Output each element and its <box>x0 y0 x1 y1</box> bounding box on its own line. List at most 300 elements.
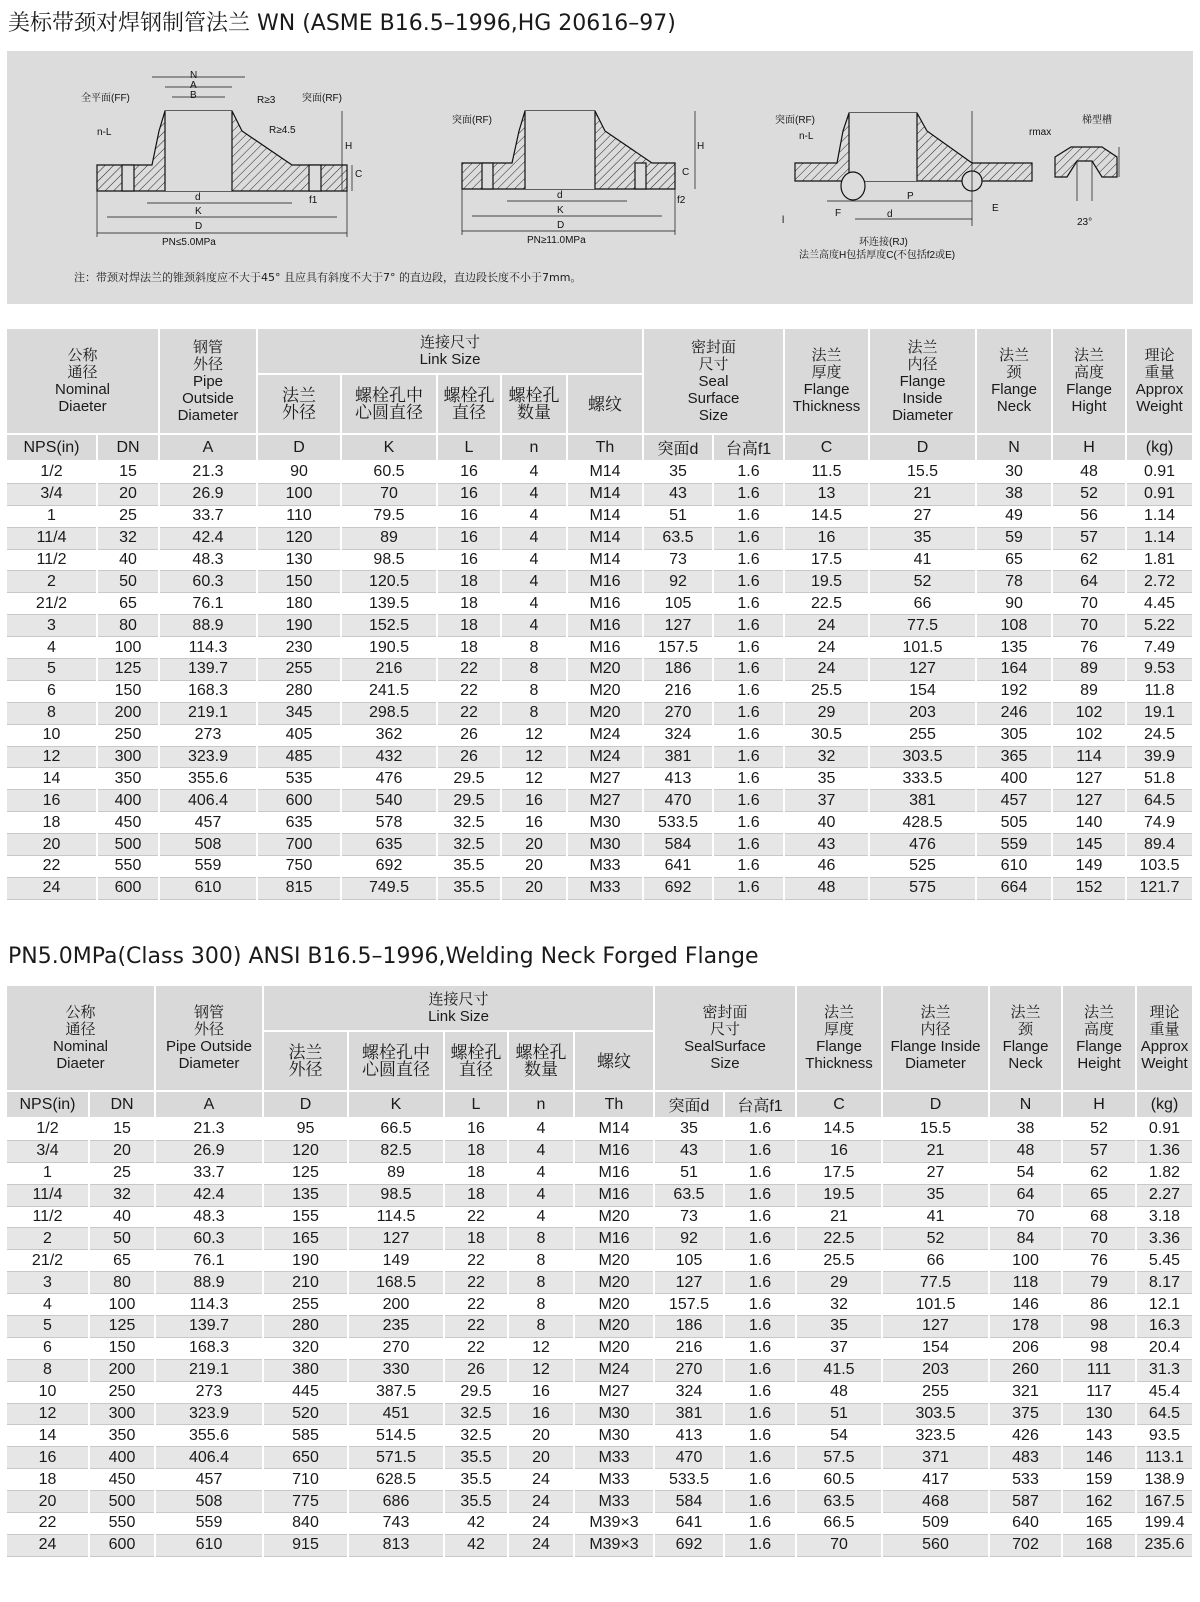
table-cell: 98 <box>1062 1316 1136 1338</box>
table-cell: 130 <box>257 549 341 571</box>
flange-cross-section-diagram <box>7 51 1193 304</box>
table-cell: 190.5 <box>341 637 437 659</box>
table-cell: 70 <box>1062 1228 1136 1250</box>
table-cell: M39×3 <box>574 1534 654 1556</box>
table-cell: 16 <box>7 1447 89 1469</box>
table-cell: 22 <box>437 659 501 681</box>
table-cell: 300 <box>97 746 159 768</box>
table-cell: 2.72 <box>1126 571 1193 593</box>
th-l: 螺栓孔 直径 <box>437 374 501 434</box>
table-cell: 559 <box>159 856 257 878</box>
table-cell: 20 <box>508 1447 574 1469</box>
table-cell: M27 <box>574 1381 654 1403</box>
rmax-label: rmax <box>1029 127 1052 138</box>
table-cell: 505 <box>976 812 1052 834</box>
table-cell: 1.6 <box>724 1250 796 1272</box>
page-title: 美标带颈对焊钢制管法兰 WN (ASME B16.5–1996,HG 20616–97) <box>8 11 676 36</box>
th-weight: 理论 重量 Approx Weight <box>1136 986 1193 1091</box>
table-cell: 22 <box>444 1316 508 1338</box>
table-cell: 1.6 <box>724 1228 796 1250</box>
table-cell: 355.6 <box>155 1425 263 1447</box>
th-height: 法兰 高度 Flange Height <box>1062 986 1136 1091</box>
table-cell: 18 <box>7 812 97 834</box>
table-cell: 64.5 <box>1126 790 1193 812</box>
table-row <box>7 790 1193 812</box>
table-cell: 29.5 <box>437 768 501 790</box>
table-row <box>7 1381 1193 1403</box>
table-cell: 21/2 <box>7 1250 89 1272</box>
table-cell: M20 <box>574 1316 654 1338</box>
table-cell: 65 <box>97 593 159 615</box>
angle-label: 23° <box>1077 217 1093 228</box>
table-cell: 16 <box>437 483 501 505</box>
table-row <box>7 1250 1193 1272</box>
table-cell: 157.5 <box>654 1294 724 1316</box>
table-cell: 450 <box>89 1469 155 1491</box>
table-cell: 59 <box>976 527 1052 549</box>
table-cell: M27 <box>567 790 643 812</box>
table-cell: M33 <box>567 856 643 878</box>
table-cell: 32 <box>796 1294 882 1316</box>
table-row <box>7 1491 1193 1513</box>
table-cell: 355.6 <box>159 768 257 790</box>
table-cell: 51 <box>796 1403 882 1425</box>
table-cell: 57 <box>1062 1140 1136 1162</box>
table-cell: 323.9 <box>159 746 257 768</box>
table-cell: 650 <box>263 1447 348 1469</box>
table-cell: 48 <box>784 877 869 899</box>
table-cell: 451 <box>348 1403 444 1425</box>
unit-cell: 台高f1 <box>724 1091 796 1118</box>
table-cell: 178 <box>989 1316 1062 1338</box>
table-cell: 19.1 <box>1126 702 1193 724</box>
table-cell: M20 <box>574 1206 654 1228</box>
table-row <box>7 1359 1193 1381</box>
table-cell: M39×3 <box>574 1513 654 1535</box>
table-cell: M30 <box>567 812 643 834</box>
table-cell: 190 <box>263 1250 348 1272</box>
d-outer-label-2: D <box>557 220 565 231</box>
table-cell: M30 <box>574 1403 654 1425</box>
table-cell: M16 <box>574 1184 654 1206</box>
table-cell: 3.36 <box>1136 1228 1193 1250</box>
table-row <box>7 637 1193 659</box>
table-cell: 92 <box>654 1228 724 1250</box>
table-cell: 60.3 <box>155 1228 263 1250</box>
table-cell: M14 <box>567 483 643 505</box>
table-cell: 70 <box>1052 615 1126 637</box>
table-cell: 98.5 <box>348 1184 444 1206</box>
table-cell: 35.5 <box>444 1469 508 1491</box>
table-cell: 29 <box>796 1272 882 1294</box>
table-cell: 114 <box>1052 746 1126 768</box>
table-cell: 280 <box>263 1316 348 1338</box>
table-cell: 483 <box>989 1447 1062 1469</box>
table-cell: 105 <box>643 593 713 615</box>
table-row <box>7 1447 1193 1469</box>
table-cell: 915 <box>263 1534 348 1556</box>
table-cell: 19.5 <box>784 571 869 593</box>
table-cell: 100 <box>97 637 159 659</box>
table-cell: 65 <box>89 1250 155 1272</box>
table-cell: 14.5 <box>784 505 869 527</box>
d-label-1: d <box>195 192 201 203</box>
ff-label: 全平面(FF) <box>81 93 130 104</box>
table-cell: 1.6 <box>724 1469 796 1491</box>
table-cell: 406.4 <box>159 790 257 812</box>
table-cell: 80 <box>97 615 159 637</box>
table-cell: 200 <box>97 702 159 724</box>
table-cell: 46 <box>784 856 869 878</box>
table-cell: 20 <box>89 1140 155 1162</box>
table-cell: 1.6 <box>724 1140 796 1162</box>
table-cell: 37 <box>796 1337 882 1359</box>
table-cell: 25 <box>89 1162 155 1184</box>
table-cell: 54 <box>796 1425 882 1447</box>
table-row <box>7 505 1193 527</box>
table-cell: 60.5 <box>341 461 437 483</box>
table-cell: 105 <box>654 1250 724 1272</box>
table-cell: 16.3 <box>1136 1316 1193 1338</box>
rf-label-3: 突面(RF) <box>775 115 815 126</box>
table-cell: 303.5 <box>882 1403 989 1425</box>
table-cell: 16 <box>784 527 869 549</box>
pn-label-1: PN≤5.0MPa <box>162 237 216 248</box>
table-cell: 24 <box>7 877 97 899</box>
table-cell: 584 <box>643 834 713 856</box>
table-cell: 20 <box>501 856 567 878</box>
table-cell: 168.3 <box>159 680 257 702</box>
table-cell: 35 <box>869 527 976 549</box>
table-cell: 413 <box>643 768 713 790</box>
unit-cell: DN <box>97 434 159 461</box>
table-cell: 10 <box>7 1381 89 1403</box>
table-cell: 162 <box>1062 1491 1136 1513</box>
table-cell: 4 <box>508 1118 574 1140</box>
table-cell: 1.6 <box>713 593 784 615</box>
table-cell: 470 <box>643 790 713 812</box>
table-cell: 135 <box>263 1184 348 1206</box>
table-cell: 35 <box>654 1118 724 1140</box>
table-cell: 0.91 <box>1136 1118 1193 1140</box>
table-cell: 24 <box>508 1491 574 1513</box>
table-cell: 387.5 <box>348 1381 444 1403</box>
flange-diagram-2 <box>462 111 695 235</box>
table-cell: 640 <box>989 1513 1062 1535</box>
table-cell: 86 <box>1062 1294 1136 1316</box>
nl-label-1: n-L <box>97 127 112 138</box>
table-row <box>7 877 1193 899</box>
f1-label: f1 <box>309 195 318 206</box>
table-cell: 63.5 <box>643 527 713 549</box>
table-cell: 428.5 <box>869 812 976 834</box>
table-cell: M16 <box>574 1140 654 1162</box>
table-cell: 610 <box>155 1534 263 1556</box>
table-cell: 641 <box>643 856 713 878</box>
table-cell: 12 <box>501 724 567 746</box>
table-cell: 0.91 <box>1126 483 1193 505</box>
table-cell: 38 <box>989 1118 1062 1140</box>
table-cell: 1 <box>7 1162 89 1184</box>
table-cell: M14 <box>567 549 643 571</box>
c-label-2: C <box>682 167 690 178</box>
table-cell: 89.4 <box>1126 834 1193 856</box>
table-cell: 635 <box>341 834 437 856</box>
table-cell: 125 <box>97 659 159 681</box>
table-cell: 4 <box>501 615 567 637</box>
table-cell: 1.6 <box>713 724 784 746</box>
table-cell: 270 <box>643 702 713 724</box>
table-cell: 525 <box>869 856 976 878</box>
table-cell: 5 <box>7 659 97 681</box>
table-cell: 73 <box>643 549 713 571</box>
table-row <box>7 856 1193 878</box>
table-cell: 8 <box>508 1272 574 1294</box>
l-label: l <box>782 215 785 226</box>
table-row <box>7 812 1193 834</box>
table-cell: 17.5 <box>784 549 869 571</box>
table-cell: 210 <box>263 1272 348 1294</box>
unit-cell: D <box>263 1091 348 1118</box>
table-cell: 48.3 <box>159 549 257 571</box>
table-cell: 4 <box>501 527 567 549</box>
table-cell: 362 <box>341 724 437 746</box>
table-cell: 80 <box>89 1272 155 1294</box>
table-cell: 200 <box>348 1294 444 1316</box>
table-cell: 199.4 <box>1136 1513 1193 1535</box>
table-cell: 320 <box>263 1337 348 1359</box>
unit-cell: K <box>348 1091 444 1118</box>
table-cell: 571.5 <box>348 1447 444 1469</box>
flange-drawing <box>7 51 1193 304</box>
table-cell: 1.6 <box>724 1359 796 1381</box>
table-cell: 190 <box>257 615 341 637</box>
table-cell: 11.8 <box>1126 680 1193 702</box>
table-cell: 417 <box>882 1469 989 1491</box>
table-cell: 15.5 <box>882 1118 989 1140</box>
table-cell: M33 <box>567 877 643 899</box>
table-row <box>7 615 1193 637</box>
table-cell: 533 <box>989 1469 1062 1491</box>
table-cell: 200 <box>89 1359 155 1381</box>
table-cell: 1.6 <box>724 1162 796 1184</box>
data-rows-2 <box>7 1118 1193 1556</box>
table-cell: M33 <box>574 1469 654 1491</box>
d-label-2: d <box>557 190 563 201</box>
table-cell: 13 <box>784 483 869 505</box>
table-row <box>7 724 1193 746</box>
unit-cell: C <box>796 1091 882 1118</box>
th-inside: 法兰 内径 Flange Inside Diameter <box>882 986 989 1091</box>
table-cell: 76 <box>1062 1250 1136 1272</box>
table-cell: M20 <box>567 680 643 702</box>
table-cell: 31.3 <box>1136 1359 1193 1381</box>
table-cell: 98 <box>1062 1337 1136 1359</box>
table-cell: 219.1 <box>155 1359 263 1381</box>
table-cell: 20.4 <box>1136 1337 1193 1359</box>
table-cell: 230 <box>257 637 341 659</box>
table-cell: 500 <box>89 1491 155 1513</box>
table-cell: 32.5 <box>444 1425 508 1447</box>
table-cell: 63.5 <box>654 1184 724 1206</box>
table-cell: 11/2 <box>7 1206 89 1228</box>
table-cell: 273 <box>159 724 257 746</box>
table-cell: 1 <box>7 505 97 527</box>
table-cell: 533.5 <box>654 1469 724 1491</box>
pn-label-2: PN≥11.0MPa <box>527 235 586 246</box>
table-cell: 16 <box>501 790 567 812</box>
table-row <box>7 1140 1193 1162</box>
table-cell: 692 <box>341 856 437 878</box>
table-cell: M30 <box>567 834 643 856</box>
table-cell: 270 <box>348 1337 444 1359</box>
table-row <box>7 549 1193 571</box>
table-cell: 120 <box>263 1140 348 1162</box>
table-cell: 76 <box>1052 637 1126 659</box>
table-cell: M20 <box>574 1272 654 1294</box>
table-cell: 9.53 <box>1126 659 1193 681</box>
table-cell: 186 <box>654 1316 724 1338</box>
table-row <box>7 1294 1193 1316</box>
table-cell: M33 <box>574 1447 654 1469</box>
table-cell: 203 <box>882 1359 989 1381</box>
table-cell: M16 <box>567 593 643 615</box>
table-cell: 102 <box>1052 724 1126 746</box>
table-cell: 8 <box>7 702 97 724</box>
table-cell: 16 <box>508 1381 574 1403</box>
table-cell: 1.6 <box>713 549 784 571</box>
table-cell: 815 <box>257 877 341 899</box>
table-cell: 98.5 <box>341 549 437 571</box>
th-pipe: 钢管 外径 Pipe Outside Diameter <box>159 329 257 434</box>
groove-label: 梯型槽 <box>1082 115 1112 126</box>
table-cell: 18 <box>444 1162 508 1184</box>
table-cell: 43 <box>784 834 869 856</box>
table-cell: 100 <box>257 483 341 505</box>
table-row <box>7 702 1193 724</box>
table-cell: 380 <box>263 1359 348 1381</box>
table-cell: 1.6 <box>724 1425 796 1447</box>
table-cell: 152.5 <box>341 615 437 637</box>
table-cell: 121.7 <box>1126 877 1193 899</box>
table-row <box>7 593 1193 615</box>
table-cell: 66.5 <box>348 1118 444 1140</box>
table-cell: 22 <box>444 1294 508 1316</box>
f2-label: f2 <box>677 195 686 206</box>
table-cell: 113.1 <box>1136 1447 1193 1469</box>
k-label-1: K <box>195 206 202 217</box>
table-cell: 1.6 <box>724 1206 796 1228</box>
table-cell: 303.5 <box>869 746 976 768</box>
table-cell: 146 <box>989 1294 1062 1316</box>
table-cell: 38 <box>976 483 1052 505</box>
table-cell: 323.9 <box>155 1403 263 1425</box>
table-cell: 8 <box>501 659 567 681</box>
unit-cell: K <box>341 434 437 461</box>
unit-cell: H <box>1052 434 1126 461</box>
table-cell: 216 <box>643 680 713 702</box>
table-cell: 255 <box>257 659 341 681</box>
table-cell: 32.5 <box>444 1403 508 1425</box>
e-label: E <box>992 203 999 214</box>
table-cell: 57.5 <box>796 1447 882 1469</box>
a-label: A <box>190 80 197 91</box>
table-cell: 24 <box>508 1469 574 1491</box>
table-cell: M24 <box>574 1359 654 1381</box>
table-cell: 11/4 <box>7 1184 89 1206</box>
table-cell: 100 <box>989 1250 1062 1272</box>
r45-label: R≥4.5 <box>269 125 296 136</box>
th-thread: 螺纹 <box>574 1031 654 1091</box>
table-cell: 1.6 <box>713 877 784 899</box>
table-cell: 1.6 <box>724 1534 796 1556</box>
table-cell: 610 <box>159 877 257 899</box>
table-cell: 1.6 <box>713 637 784 659</box>
table-cell: 533.5 <box>643 812 713 834</box>
table-cell: 22.5 <box>796 1228 882 1250</box>
table-cell: 167.5 <box>1136 1491 1193 1513</box>
table-cell: 6 <box>7 680 97 702</box>
table-cell: 16 <box>437 527 501 549</box>
table-cell: 155 <box>263 1206 348 1228</box>
table-cell: 49 <box>976 505 1052 527</box>
table-cell: 381 <box>869 790 976 812</box>
table-cell: 157.5 <box>643 637 713 659</box>
table-cell: 18 <box>437 593 501 615</box>
table-row <box>7 1469 1193 1491</box>
table-cell: 300 <box>89 1403 155 1425</box>
table-cell: 42 <box>444 1513 508 1535</box>
table-cell: 476 <box>869 834 976 856</box>
table-cell: 48 <box>1052 461 1126 483</box>
table-cell: 35 <box>784 768 869 790</box>
th-n: 螺栓孔 数量 <box>508 1031 574 1091</box>
table-cell: 29.5 <box>444 1381 508 1403</box>
table-cell: 42 <box>444 1534 508 1556</box>
table-cell: 749.5 <box>341 877 437 899</box>
table-cell: 95 <box>263 1118 348 1140</box>
table-cell: 18 <box>437 637 501 659</box>
table-cell: 22 <box>444 1250 508 1272</box>
th-neck: 法兰 颈 Flange Neck <box>989 986 1062 1091</box>
p-label: P <box>907 191 914 202</box>
table-cell: 628.5 <box>348 1469 444 1491</box>
table-cell: 535 <box>257 768 341 790</box>
table-cell: 64 <box>1052 571 1126 593</box>
table-cell: 4 <box>501 483 567 505</box>
table-row <box>7 1206 1193 1228</box>
section-title: PN5.0MPa(Class 300) ANSI B16.5–1996,Welding Neck Forged Flange <box>8 944 759 969</box>
table-cell: M33 <box>574 1491 654 1513</box>
table-cell: M24 <box>567 746 643 768</box>
table-cell: 8 <box>508 1228 574 1250</box>
table-cell: 65 <box>976 549 1052 571</box>
table-cell: M27 <box>567 768 643 790</box>
table-cell: 250 <box>89 1381 155 1403</box>
table-cell: 140 <box>1052 812 1126 834</box>
th-nominal: 公称 通径 Nominal Diaeter <box>7 986 155 1091</box>
table-cell: 120.5 <box>341 571 437 593</box>
table-cell: 8 <box>508 1294 574 1316</box>
table-cell: 235 <box>348 1316 444 1338</box>
table-row <box>7 1184 1193 1206</box>
table-cell: 24 <box>784 637 869 659</box>
table-cell: 1.6 <box>724 1491 796 1513</box>
table-cell: 102 <box>1052 702 1126 724</box>
th-weight: 理论 重量 Approx Weight <box>1126 329 1193 434</box>
table-cell: 12 <box>501 746 567 768</box>
th-nominal: 公称 通径 Nominal Diaeter <box>7 329 159 434</box>
